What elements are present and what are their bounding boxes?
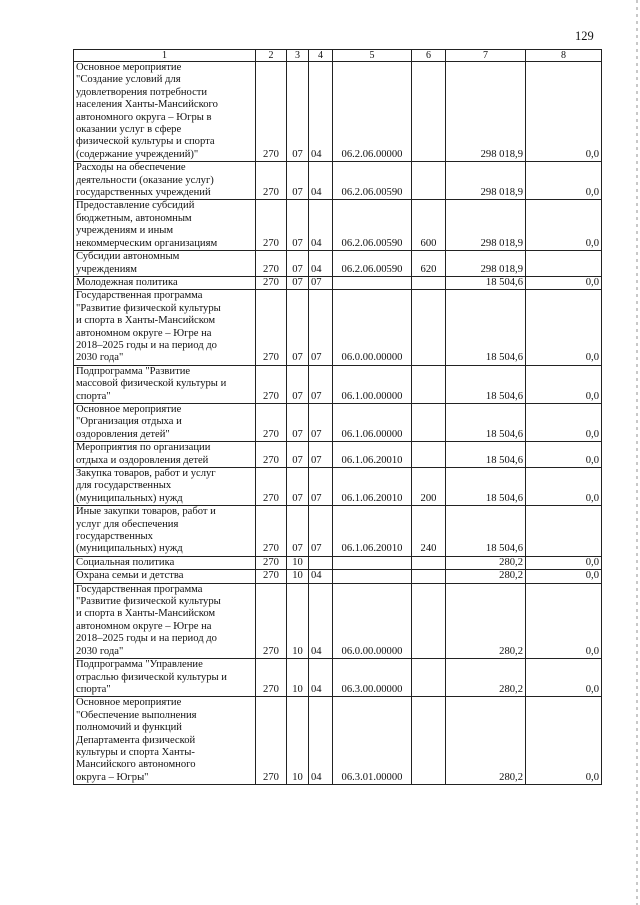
item-name-line: для государственных <box>76 480 172 492</box>
item-name-line: отдыха и оздоровления детей <box>76 454 209 466</box>
header-cell-4: 4 <box>309 50 333 62</box>
item-name-line: Государственная программа <box>76 583 203 595</box>
header-cell-5: 5 <box>333 50 412 62</box>
amount-cell: 298 018,9 <box>446 162 526 200</box>
amount-cell: 298 018,9 <box>446 62 526 162</box>
target-cell: 04 <box>309 200 333 251</box>
table-row <box>74 365 602 403</box>
item-name-line: услуг для обеспечения <box>76 518 179 530</box>
item-name-line: Департамента физической <box>76 734 196 746</box>
item-name-line: Социальная политика <box>76 556 175 568</box>
item-name-cell <box>74 162 256 200</box>
code-cell: 270 <box>256 365 287 403</box>
code-cell: 270 <box>256 570 287 583</box>
item-name-line: "Развитие физической культуры <box>76 302 221 314</box>
table-row <box>74 468 602 506</box>
item-name-line: "Организация отдыха и <box>76 416 182 428</box>
expense-type-cell <box>412 442 446 468</box>
table-row <box>74 403 602 441</box>
amount-change-cell: 0,0 <box>526 276 602 289</box>
item-name-cell <box>74 468 256 506</box>
program-code-cell <box>333 556 412 569</box>
item-name-cell <box>74 290 256 365</box>
program-code-cell: 06.0.00.00000 <box>333 290 412 365</box>
subsection-cell: 07 <box>287 251 309 277</box>
item-name-line: физической культуры и спорта <box>76 136 215 148</box>
subsection-cell: 10 <box>287 570 309 583</box>
item-name-cell <box>74 251 256 277</box>
item-name-line: Субсидии автономным <box>76 251 180 263</box>
amount-cell: 18 504,6 <box>446 365 526 403</box>
amount-change-cell: 0,0 <box>526 697 602 785</box>
table-header-row <box>74 50 602 62</box>
code-cell: 270 <box>256 403 287 441</box>
item-name-line: деятельности (оказание услуг) <box>76 174 214 186</box>
amount-change-cell: 0,0 <box>526 583 602 658</box>
target-cell: 04 <box>309 697 333 785</box>
target-cell: 04 <box>309 162 333 200</box>
program-code-cell <box>333 276 412 289</box>
item-name-line: автономном округе – Югре на <box>76 327 212 339</box>
amount-change-cell: 0,0 <box>526 556 602 569</box>
code-cell: 270 <box>256 162 287 200</box>
code-cell: 270 <box>256 583 287 658</box>
item-name-line: 2018–2025 годы и на период до <box>76 633 217 645</box>
expense-type-cell <box>412 162 446 200</box>
code-cell: 270 <box>256 697 287 785</box>
expense-type-cell: 240 <box>412 506 446 557</box>
item-name-line: отраслью физической культуры и <box>76 671 227 683</box>
item-name-cell <box>74 556 256 569</box>
amount-cell: 18 504,6 <box>446 506 526 557</box>
item-name-cell <box>74 697 256 785</box>
amount-cell: 298 018,9 <box>446 200 526 251</box>
item-name-line: округа – Югры" <box>76 771 149 783</box>
item-name-line: "Обеспечение выполнения <box>76 709 197 721</box>
program-code-cell: 06.1.00.00000 <box>333 365 412 403</box>
budget-table <box>73 49 602 785</box>
subsection-cell: 07 <box>287 200 309 251</box>
item-name-cell <box>74 570 256 583</box>
item-name-line: (муниципальных) нужд <box>76 543 183 555</box>
expense-type-cell: 200 <box>412 468 446 506</box>
program-code-cell: 06.3.00.00000 <box>333 659 412 697</box>
target-cell <box>309 556 333 569</box>
amount-cell: 18 504,6 <box>446 290 526 365</box>
item-name-line: (муниципальных) нужд <box>76 492 183 504</box>
amount-change-cell: 0,0 <box>526 570 602 583</box>
subsection-cell: 07 <box>287 162 309 200</box>
item-name-line: спорта" <box>76 390 111 402</box>
table-body <box>74 62 602 785</box>
item-name-line: 2030 года" <box>76 645 124 657</box>
target-cell: 04 <box>309 659 333 697</box>
expense-type-cell <box>412 403 446 441</box>
code-cell: 270 <box>256 200 287 251</box>
program-code-cell: 06.1.06.20010 <box>333 468 412 506</box>
program-code-cell: 06.3.01.00000 <box>333 697 412 785</box>
program-code-cell: 06.0.00.00000 <box>333 583 412 658</box>
target-cell: 04 <box>309 583 333 658</box>
item-name-line: Мероприятия по организации <box>76 442 211 454</box>
header-cell-6: 6 <box>412 50 446 62</box>
item-name-line: автономном округе – Югре на <box>76 620 212 632</box>
program-code-cell: 06.2.06.00000 <box>333 62 412 162</box>
subsection-cell: 07 <box>287 62 309 162</box>
table-row <box>74 506 602 557</box>
code-cell: 270 <box>256 62 287 162</box>
expense-type-cell <box>412 276 446 289</box>
header-cell-7: 7 <box>446 50 526 62</box>
item-name-line: Охрана семьи и детства <box>76 570 184 582</box>
table-row <box>74 570 602 583</box>
table-row <box>74 583 602 658</box>
item-name-line: 2018–2025 годы и на период до <box>76 339 217 351</box>
target-cell: 04 <box>309 62 333 162</box>
expense-type-cell <box>412 570 446 583</box>
amount-cell: 280,2 <box>446 659 526 697</box>
program-code-cell: 06.2.06.00590 <box>333 200 412 251</box>
amount-cell: 18 504,6 <box>446 403 526 441</box>
expense-type-cell <box>412 659 446 697</box>
amount-cell: 280,2 <box>446 556 526 569</box>
item-name-line: учреждениям и иным <box>76 225 174 237</box>
code-cell: 270 <box>256 442 287 468</box>
header-cell-2: 2 <box>256 50 287 62</box>
program-code-cell: 06.1.06.00000 <box>333 403 412 441</box>
target-cell: 07 <box>309 442 333 468</box>
expense-type-cell <box>412 62 446 162</box>
item-name-line: "Создание условий для <box>76 74 181 86</box>
item-name-line: учреждениям <box>76 263 137 275</box>
code-cell: 270 <box>256 276 287 289</box>
amount-cell: 18 504,6 <box>446 276 526 289</box>
table-row <box>74 556 602 569</box>
item-name-cell <box>74 659 256 697</box>
item-name-cell <box>74 200 256 251</box>
amount-cell: 280,2 <box>446 697 526 785</box>
item-name-line: (содержание учреждений)" <box>76 148 199 160</box>
amount-change-cell: 0,0 <box>526 403 602 441</box>
item-name-line: оздоровления детей" <box>76 428 170 440</box>
header-cell-3: 3 <box>287 50 309 62</box>
item-name-line: Мансийского автономного <box>76 759 196 771</box>
amount-change-cell: 0,0 <box>526 468 602 506</box>
expense-type-cell <box>412 290 446 365</box>
item-name-cell <box>74 583 256 658</box>
subsection-cell: 10 <box>287 556 309 569</box>
item-name-line: Основное мероприятие <box>76 403 182 415</box>
code-cell: 270 <box>256 556 287 569</box>
item-name-line: Подпрограмма "Развитие <box>76 365 191 377</box>
subsection-cell: 07 <box>287 276 309 289</box>
table-row <box>74 659 602 697</box>
item-name-line: удовлетворения потребности <box>76 86 208 98</box>
amount-cell: 18 504,6 <box>446 442 526 468</box>
program-code-cell: 06.2.06.00590 <box>333 251 412 277</box>
target-cell: 07 <box>309 365 333 403</box>
table-row <box>74 276 602 289</box>
subsection-cell: 07 <box>287 442 309 468</box>
item-name-cell <box>74 506 256 557</box>
amount-change-cell: 0,0 <box>526 200 602 251</box>
item-name-cell <box>74 365 256 403</box>
program-code-cell <box>333 570 412 583</box>
program-code-cell: 06.2.06.00590 <box>333 162 412 200</box>
header-cell-1: 1 <box>74 50 256 62</box>
code-cell: 270 <box>256 659 287 697</box>
program-code-cell: 06.1.06.20010 <box>333 506 412 557</box>
amount-change-cell: 0,0 <box>526 290 602 365</box>
table-row <box>74 290 602 365</box>
item-name-line: Основное мероприятие <box>76 62 182 73</box>
item-name-line: Государственная программа <box>76 290 203 302</box>
item-name-line: Закупка товаров, работ и услуг <box>76 468 216 479</box>
amount-change-cell <box>526 506 602 557</box>
table-row <box>74 697 602 785</box>
item-name-line: Основное мероприятие <box>76 697 182 709</box>
expense-type-cell: 620 <box>412 251 446 277</box>
subsection-cell: 07 <box>287 468 309 506</box>
target-cell: 07 <box>309 276 333 289</box>
table-row <box>74 200 602 251</box>
item-name-line: Расходы на обеспечение <box>76 162 186 174</box>
item-name-line: 2030 года" <box>76 352 124 364</box>
item-name-line: Подпрограмма "Управление <box>76 659 203 671</box>
table-row <box>74 62 602 162</box>
amount-change-cell: 0,0 <box>526 62 602 162</box>
item-name-line: полномочий и функций <box>76 722 182 734</box>
item-name-cell <box>74 62 256 162</box>
amount-change-cell: 0,0 <box>526 659 602 697</box>
code-cell: 270 <box>256 506 287 557</box>
item-name-line: Иные закупки товаров, работ и <box>76 506 216 518</box>
table-row <box>74 251 602 277</box>
item-name-line: автономного округа – Югры в <box>76 111 212 123</box>
target-cell: 07 <box>309 506 333 557</box>
item-name-line: и спорта в Ханты-Мансийском <box>76 315 216 327</box>
subsection-cell: 07 <box>287 365 309 403</box>
code-cell: 270 <box>256 290 287 365</box>
expense-type-cell: 600 <box>412 200 446 251</box>
table-row <box>74 162 602 200</box>
item-name-line: государственных <box>76 531 153 543</box>
item-name-line: культуры и спорта Ханты- <box>76 746 195 758</box>
item-name-line: массовой физической культуры и <box>76 378 227 390</box>
item-name-cell <box>74 276 256 289</box>
item-name-cell <box>74 442 256 468</box>
item-name-line: Предоставление субсидий <box>76 200 195 212</box>
item-name-line: Молодежная политика <box>76 276 178 288</box>
item-name-line: оказании услуг в сфере <box>76 124 182 136</box>
table-row <box>74 442 602 468</box>
item-name-line: и спорта в Ханты-Мансийском <box>76 608 216 620</box>
item-name-line: населения Ханты-Мансийского <box>76 99 218 111</box>
amount-cell: 280,2 <box>446 583 526 658</box>
target-cell: 07 <box>309 290 333 365</box>
subsection-cell: 07 <box>287 506 309 557</box>
amount-change-cell: 0,0 <box>526 162 602 200</box>
item-name-line: спорта" <box>76 683 111 695</box>
scan-edge-artifact <box>636 0 638 905</box>
target-cell: 07 <box>309 468 333 506</box>
subsection-cell: 10 <box>287 583 309 658</box>
item-name-line: бюджетным, автономным <box>76 212 192 224</box>
amount-cell: 298 018,9 <box>446 251 526 277</box>
amount-change-cell: 0,0 <box>526 365 602 403</box>
expense-type-cell <box>412 556 446 569</box>
subsection-cell: 10 <box>287 659 309 697</box>
subsection-cell: 10 <box>287 697 309 785</box>
target-cell: 04 <box>309 570 333 583</box>
item-name-line: некоммерческим организациям <box>76 237 218 249</box>
code-cell: 270 <box>256 468 287 506</box>
item-name-line: государственных учреждений <box>76 187 211 199</box>
expense-type-cell <box>412 583 446 658</box>
target-cell: 07 <box>309 403 333 441</box>
subsection-cell: 07 <box>287 403 309 441</box>
amount-cell: 280,2 <box>446 570 526 583</box>
header-cell-8: 8 <box>526 50 602 62</box>
code-cell: 270 <box>256 251 287 277</box>
subsection-cell: 07 <box>287 290 309 365</box>
amount-change-cell: 0,0 <box>526 442 602 468</box>
item-name-line: "Развитие физической культуры <box>76 596 221 608</box>
expense-type-cell <box>412 365 446 403</box>
amount-change-cell <box>526 251 602 277</box>
target-cell: 04 <box>309 251 333 277</box>
page-number: 129 <box>575 29 594 43</box>
amount-cell: 18 504,6 <box>446 468 526 506</box>
expense-type-cell <box>412 697 446 785</box>
program-code-cell: 06.1.06.20010 <box>333 442 412 468</box>
item-name-cell <box>74 403 256 441</box>
